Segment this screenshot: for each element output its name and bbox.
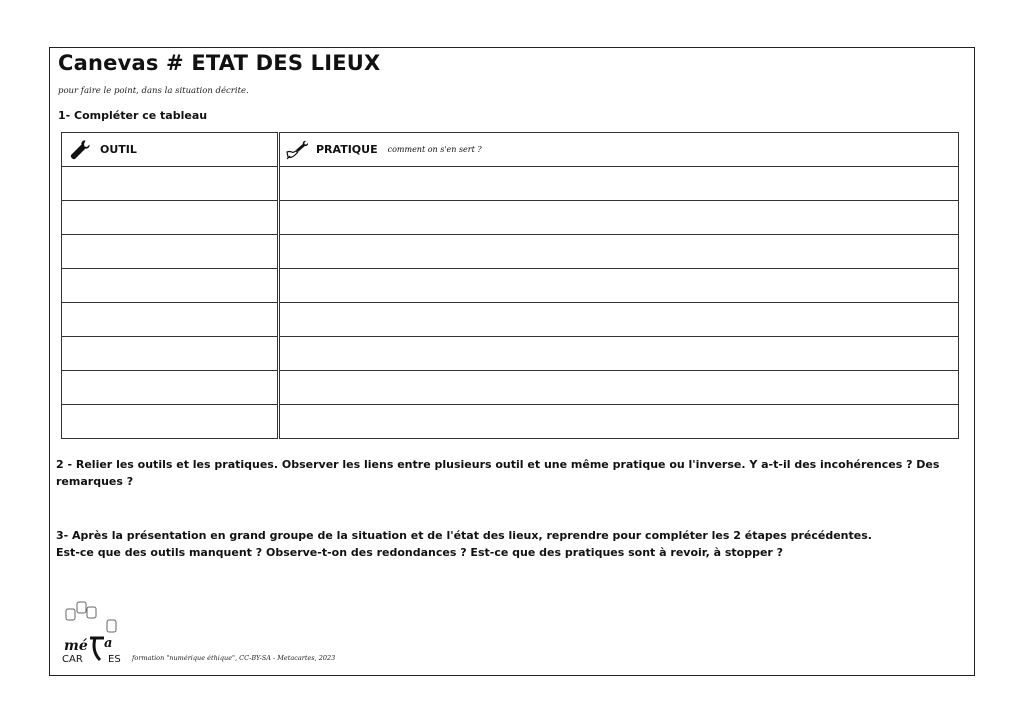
outil-cell[interactable] (62, 201, 279, 235)
step-3-instruction (56, 527, 956, 561)
pratique-cell[interactable] (279, 269, 959, 303)
table-row (62, 201, 959, 235)
table-row (62, 269, 959, 303)
step-1-instruction: 1- Compléter ce tableau (58, 109, 208, 122)
table-header-row (62, 133, 959, 167)
table-row (62, 337, 959, 371)
outil-cell[interactable] (62, 269, 279, 303)
header-outil-label: OUTIL (100, 143, 137, 156)
logo-text-a: a (104, 636, 113, 651)
table-row (62, 371, 959, 405)
wrench-icon (68, 138, 92, 162)
table-row (62, 235, 959, 269)
pratique-cell[interactable] (279, 167, 959, 201)
outil-cell[interactable] (62, 405, 279, 439)
table-row (62, 405, 959, 439)
page-subtitle: pour faire le point, dans la situation décrite. (58, 86, 249, 96)
pratique-cell[interactable] (279, 303, 959, 337)
pratique-cell[interactable] (279, 337, 959, 371)
metacartes-logo (60, 598, 130, 664)
step-3-line-2: Est-ce que des outils manquent ? Observe-t-on des redondances ? Est-ce que des pratiques sont à revoir, à stopper ? (56, 546, 784, 559)
tools-practices-table (61, 132, 959, 439)
page-title: Canevas # ETAT DES LIEUX (58, 51, 381, 75)
header-pratique-note: comment on s'en sert ? (387, 145, 482, 154)
pratique-cell[interactable] (279, 371, 959, 405)
step-2-instruction: 2 - Relier les outils et les pratiques. Observer les liens entre plusieurs outil et une même pratique ou l'inverse. Y a-t-il des incohérences ? Des remarques ? (56, 458, 940, 488)
header-pratique (279, 133, 959, 167)
pratique-cell[interactable] (279, 235, 959, 269)
table-row (62, 167, 959, 201)
logo-text-car: CAR (62, 654, 83, 664)
pratique-cell[interactable] (279, 405, 959, 439)
step-3-line-1: 3- Après la présentation en grand groupe de la situation et de l'état des lieux, reprendre pour compléter les 2 étapes précédentes. (56, 529, 872, 542)
outil-cell[interactable] (62, 167, 279, 201)
outil-cell[interactable] (62, 371, 279, 405)
outil-cell[interactable] (62, 337, 279, 371)
hand-wrench-icon (284, 138, 312, 162)
pratique-cell[interactable] (279, 201, 959, 235)
outil-cell[interactable] (62, 303, 279, 337)
header-pratique-label: PRATIQUE (316, 143, 378, 156)
outil-cell[interactable] (62, 235, 279, 269)
footer-credit: formation "numérique éthique", CC-BY-SA - Metacartes, 2023 (132, 654, 336, 662)
logo-text-me: mé (64, 638, 88, 654)
table-row (62, 303, 959, 337)
header-outil (62, 133, 279, 167)
logo-text-es: ES (108, 654, 121, 664)
